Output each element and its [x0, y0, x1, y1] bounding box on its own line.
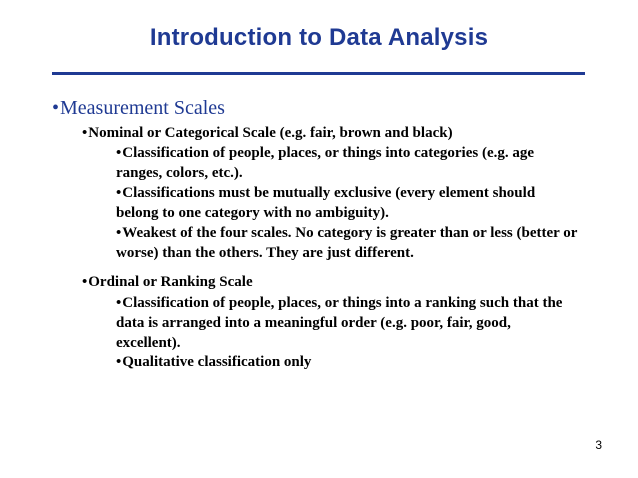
bullet-glyph: •: [82, 274, 88, 290]
title-divider: [52, 72, 585, 75]
nominal-point-3: •Weakest of the four scales. No category is greater than or less (better or worse) than the others. They are just different.: [116, 225, 578, 261]
bullet-glyph: •: [116, 354, 122, 370]
bullet-glyph: •: [116, 185, 122, 201]
nominal-point-1: •Classification of people, places, or things into categories (e.g. age ranges, colors, etc.).: [116, 145, 535, 181]
bullet-glyph: •: [116, 225, 122, 241]
nominal-point-2: •Classifications must be mutually exclusive (every element should belong to one category with no ambiguity).: [116, 185, 536, 221]
page-number: 3: [595, 438, 602, 452]
bullet-glyph: •: [82, 125, 88, 141]
bullet-glyph: •: [52, 97, 60, 119]
ordinal-point-1: •Classification of people, places, or things into a ranking such that the data is arranged into a meaningful order (e.g. poor, fair, good, excellent).: [116, 295, 563, 351]
bullet-glyph: •: [116, 295, 122, 311]
bullet-glyph: •: [116, 145, 122, 161]
section-nominal-label: •Nominal or Categorical Scale (e.g. fair, brown and black): [82, 125, 453, 141]
main-heading: Measurement Scales: [60, 97, 225, 119]
section-ordinal-label: •Ordinal or Ranking Scale: [82, 274, 253, 290]
main-bullet: [52, 96, 225, 120]
slide-title: Introduction to Data Analysis: [149, 24, 489, 51]
ordinal-point-2: •Qualitative classification only: [116, 354, 312, 370]
